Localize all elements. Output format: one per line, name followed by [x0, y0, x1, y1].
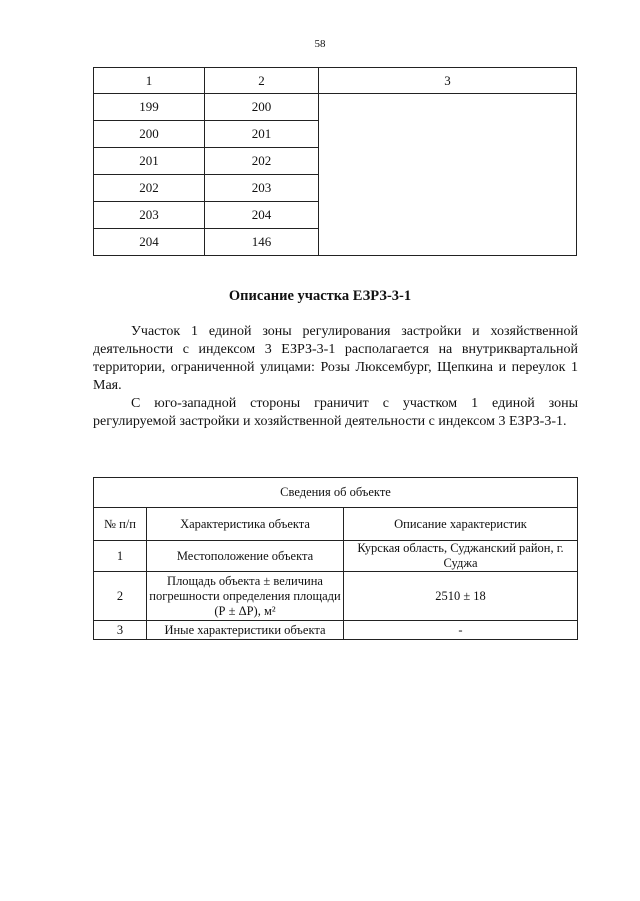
row-description: 2510 ± 18 — [344, 572, 578, 621]
table-header-row — [94, 508, 578, 541]
point-to: 204 — [205, 202, 319, 229]
table-header-row — [94, 68, 577, 94]
paragraph-boundary: С юго-западной стороны граничит с участком 1 единой зоны регулируемой застройки и хозяйственной деятельности с индексом 3 ЕЗРЗ-3-1. — [93, 396, 578, 429]
column-header-3: 3 — [319, 68, 577, 94]
description-cell — [319, 94, 577, 256]
point-from: 204 — [94, 229, 205, 256]
column-header-1: 1 — [94, 68, 205, 94]
coordinates-table — [93, 67, 577, 256]
point-to: 200 — [205, 94, 319, 121]
point-from: 203 — [94, 202, 205, 229]
table-row — [94, 94, 577, 121]
point-from: 202 — [94, 175, 205, 202]
table-caption: Сведения об объекте — [94, 478, 578, 508]
row-description: - — [344, 621, 578, 640]
point-from: 200 — [94, 121, 205, 148]
section-title: Описание участка ЕЗРЗ-3-1 — [228, 288, 412, 304]
row-num: 3 — [94, 621, 147, 640]
column-header-description: Описание характеристик — [344, 508, 578, 541]
paragraph-location: Участок 1 единой зоны регулирования застройки и хозяйственной деятельности с индексом 3 ЕЗРЗ-3-1 располагается на внутриквартальной территории, ограниченной улицами: Розы Люксембург, Щепкина и переулок 1 Мая. — [93, 324, 578, 393]
row-feature: Иные характеристики объекта — [147, 621, 344, 640]
row-feature: Местоположение объекта — [147, 541, 344, 572]
row-num: 1 — [94, 541, 147, 572]
point-to: 146 — [205, 229, 319, 256]
row-description: Курская область, Суджанский район, г. Суджа — [344, 541, 578, 572]
point-from: 199 — [94, 94, 205, 121]
column-header-num: № п/п — [94, 508, 147, 541]
page-number: 58 — [314, 38, 326, 50]
row-num: 2 — [94, 572, 147, 621]
point-from: 201 — [94, 148, 205, 175]
table-row — [94, 572, 578, 621]
object-info-table — [93, 477, 578, 640]
table-caption-row — [94, 478, 578, 508]
row-feature: Площадь объекта ± величина погрешности определения площади (Р ± ΔР), м² — [147, 572, 344, 621]
column-header-2: 2 — [205, 68, 319, 94]
table-row — [94, 621, 578, 640]
point-to: 201 — [205, 121, 319, 148]
column-header-feature: Характеристика объекта — [147, 508, 344, 541]
point-to: 203 — [205, 175, 319, 202]
point-to: 202 — [205, 148, 319, 175]
table-row — [94, 541, 578, 572]
